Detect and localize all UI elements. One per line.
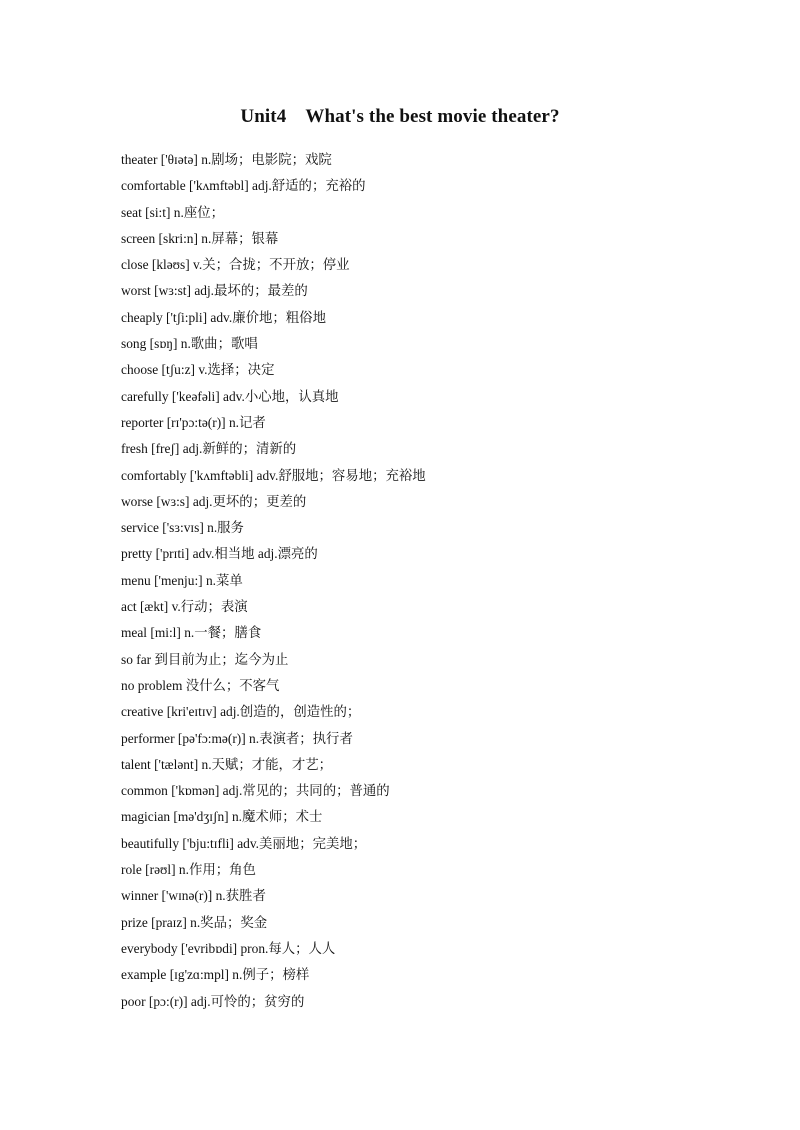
vocab-entry: song [sɒŋ] n.歌曲；歌唱 [121,336,258,352]
vocabulary-list [121,147,426,1015]
vocab-entry: comfortably ['kʌmftəbli] adv.舒服地；容易地；充裕地 [121,467,426,483]
page-title: Unit4 What's the best movie theater? [240,106,560,127]
vocab-entry: role [rəʊl] n.作用；角色 [121,862,256,878]
vocab-entry: performer [pə'fɔ:mə(r)] n.表演者；执行者 [121,730,353,746]
vocab-entry: meal [mi:l] n.一餐；膳食 [121,625,262,641]
vocab-entry: magician [mə'dʒɪʃn] n.魔术师；术士 [121,809,323,825]
vocab-entry: talent ['tælənt] n.天赋；才能，才艺； [121,756,333,772]
vocab-entry: service ['sɜ:vɪs] n.服务 [121,520,244,536]
vocab-entry: comfortable ['kʌmftəbl] adj.舒适的；充裕的 [121,178,366,194]
vocab-entry: choose [tʃu:z] v.选择；决定 [121,362,275,378]
vocab-entry: so far 到目前为止；迄今为止 [121,651,289,667]
vocab-entry: carefully ['keəfəli] adv.小心地，认真地 [121,388,339,404]
vocab-entry: act [ækt] v.行动；表演 [121,599,248,615]
vocab-entry: screen [skri:n] n.屏幕；银幕 [121,230,279,246]
vocab-entry: seat [si:t] n.座位； [121,204,225,220]
vocab-entry: theater ['θɪətə] n.剧场；电影院；戏院 [121,152,332,167]
vocab-entry: pretty ['prɪti] adv.相当地 adj.漂亮的 [121,546,318,562]
vocab-entry: worst [wɜ:st] adj.最坏的；最差的 [121,283,308,299]
vocab-entry: worse [wɜ:s] adj.更坏的；更差的 [121,493,307,509]
vocab-entry: example [ɪg'zɑ:mpl] n.例子；榜样 [121,967,310,983]
vocab-entry: poor [pɔ:(r)] adj.可怜的；贫穷的 [121,993,305,1009]
vocab-entry: reporter [rɪ'pɔ:tə(r)] n.记者 [121,414,266,430]
vocab-entry: winner ['wɪnə(r)] n.获胜者 [121,888,266,904]
vocab-entry: fresh [freʃ] adj.新鲜的；清新的 [121,441,297,457]
vocab-entry: close [kləʊs] v.关；合拢；不开放；停业 [121,257,350,273]
vocab-entry: creative [kri'eɪtɪv] adj.创造的，创造性的； [121,704,361,720]
vocab-entry: prize [praɪz] n.奖品；奖金 [121,914,268,930]
vocab-entry: common ['kɒmən] adj.常见的；共同的；普通的 [121,783,390,799]
vocab-entry: menu ['menju:] n.菜单 [121,572,243,588]
vocab-entry: cheaply ['tʃi:pli] adv.廉价地；粗俗地 [121,309,326,325]
vocab-entry: everybody ['evribɒdi] pron.每人；人人 [121,940,336,956]
vocab-entry: beautifully ['bju:tɪfli] adv.美丽地；完美地； [121,835,367,851]
vocab-entry: no problem 没什么；不客气 [121,677,280,693]
